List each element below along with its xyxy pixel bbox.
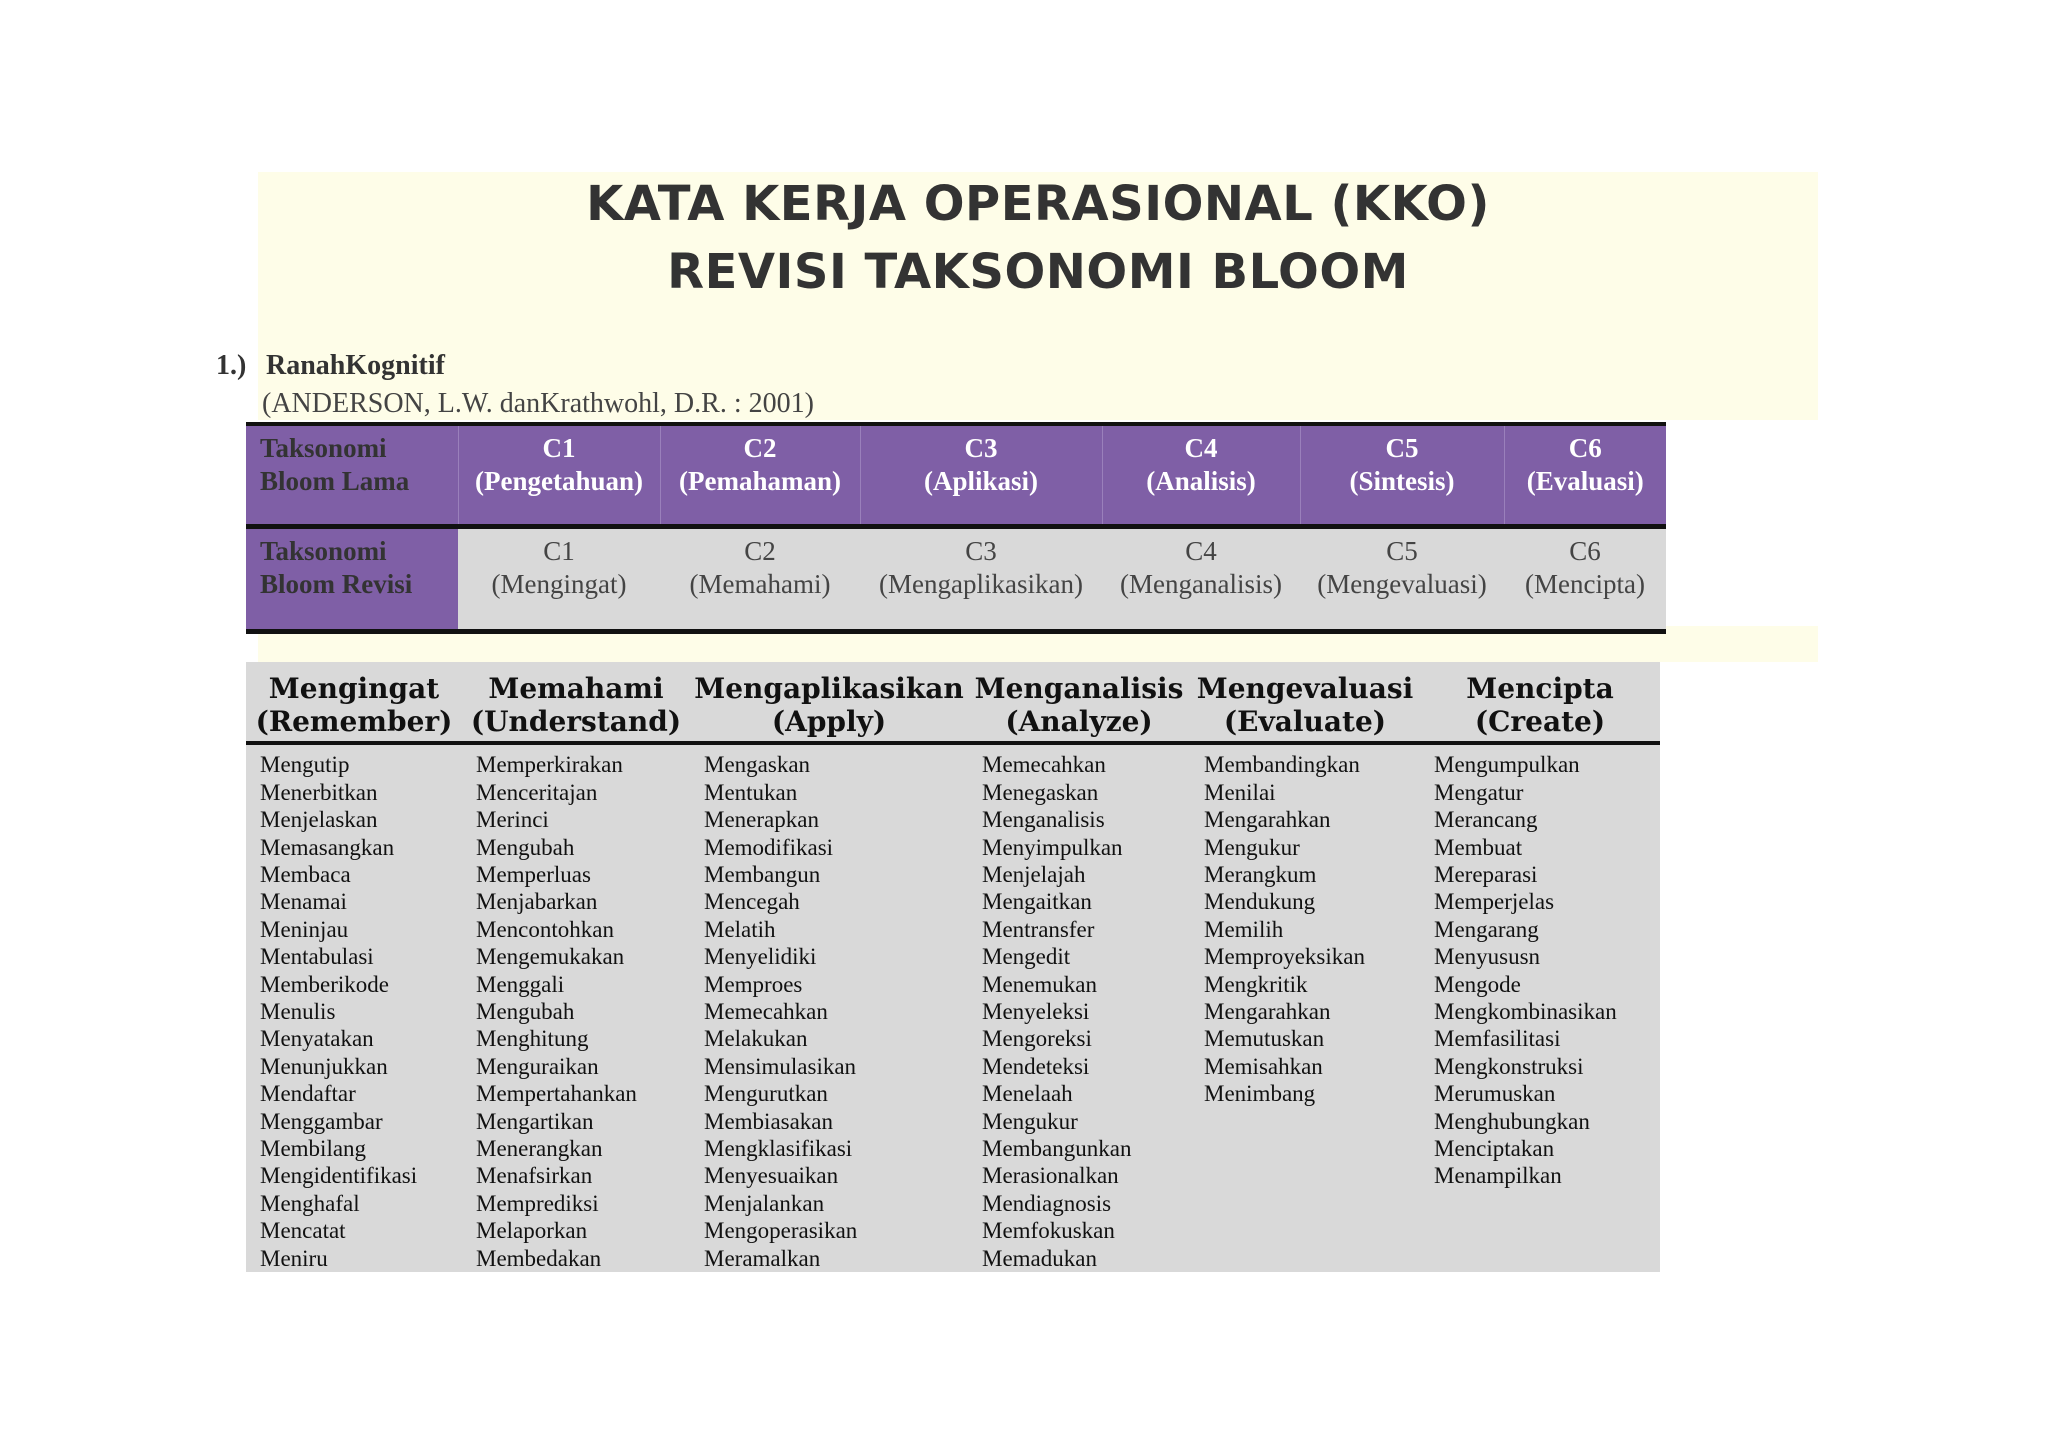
verb-item: Memasangkan (260, 834, 395, 860)
section-number: 1.) (216, 350, 247, 381)
verb-item: Mengatur (1434, 779, 1524, 805)
old-cell-c4: C4 (Analisis) (1102, 424, 1300, 527)
column-header-label: Mencipta (1466, 672, 1614, 705)
verb-item: Mengarahkan (1204, 807, 1331, 833)
verb-item: Menyelidiki (704, 944, 817, 970)
verb-item: Menunjukkan (260, 1053, 388, 1079)
verb-item: Melaporkan (476, 1218, 588, 1244)
old-cell-c3: C3 (Aplikasi) (860, 424, 1102, 527)
verb-table-body (246, 745, 1660, 1272)
verb-item: Mengurutkan (704, 1081, 828, 1107)
column-header-sublabel: (Evaluate) (1223, 705, 1387, 738)
verb-item: Menggali (476, 971, 565, 997)
verb-item: Membiasakan (704, 1108, 834, 1134)
old-cell-c2: C2 (Pemahaman) (660, 424, 860, 527)
verb-item: Mengarahkan (1204, 998, 1331, 1024)
taxonomy-row-revised (246, 527, 1666, 632)
verb-item: Memfokuskan (982, 1218, 1115, 1244)
verb-item: Membangunkan (982, 1135, 1132, 1161)
verb-item: Mengukur (1204, 834, 1300, 860)
verb-item: Memecahkan (982, 752, 1106, 778)
verb-item: Menguraikan (476, 1053, 599, 1079)
row-header-old: Taksonomi Bloom Lama (246, 424, 458, 527)
verb-column (1190, 751, 1420, 1272)
old-cell-c5: C5 (Sintesis) (1300, 424, 1504, 527)
verb-item: Mengode (1434, 971, 1521, 997)
verb-item: Menyimpulkan (982, 834, 1123, 860)
section-citation: (ANDERSON, L.W. danKrathwohl, D.R. : 2001) (262, 388, 814, 419)
verb-item: Mengkonstruksi (1434, 1053, 1584, 1079)
verb-item: Menghubungkan (1434, 1108, 1590, 1134)
verb-item: Merumuskan (1434, 1081, 1556, 1107)
column-header-sublabel: (Create) (1474, 705, 1606, 738)
verb-item: Menafsirkan (476, 1163, 593, 1189)
taxonomy-row-old (246, 424, 1666, 527)
verb-item: Mendiagnosis (982, 1190, 1112, 1216)
verb-item: Mengutip (260, 752, 350, 778)
verb-table-header (246, 662, 1660, 745)
column-header-sublabel: (Analyze) (1005, 705, 1153, 738)
verb-item: Menerbitkan (260, 779, 378, 805)
verb-item: Merinci (476, 807, 549, 833)
verb-column (462, 751, 690, 1272)
verb-item: Menceritajan (476, 779, 598, 805)
revised-cell-c1: C1 (Mengingat) (458, 527, 660, 632)
verb-item: Menemukan (982, 971, 1097, 997)
verb-column (246, 751, 462, 1272)
column-header-sublabel: (Understand) (470, 705, 682, 738)
verb-item: Menciptakan (1434, 1135, 1555, 1161)
verb-item: Melatih (704, 916, 776, 942)
verb-item: Mendeteksi (982, 1053, 1090, 1079)
verb-item: Mengemukakan (476, 944, 625, 970)
verb-column (1420, 751, 1660, 1272)
verb-item: Mencegah (704, 889, 800, 915)
revised-cell-c6: C6 (Mencipta) (1504, 527, 1666, 632)
verb-item: Mengedit (982, 944, 1071, 970)
verb-item: Mengartikan (476, 1108, 594, 1134)
verb-item: Meramalkan (704, 1245, 821, 1271)
verb-item: Memperkirakan (476, 752, 623, 778)
verb-item: Menganalisis (982, 807, 1105, 833)
verb-item: Merasionalkan (982, 1163, 1119, 1189)
row-header-revised: Taksonomi Bloom Revisi (246, 527, 458, 632)
verb-item: Mengoreksi (982, 1026, 1092, 1052)
verb-item: Menjelaskan (260, 807, 378, 833)
revised-cell-c5: C5 (Mengevaluasi) (1300, 527, 1504, 632)
verb-item: Menjelajah (982, 861, 1086, 887)
verb-item: Memadukan (982, 1245, 1097, 1271)
verb-item: Mencatat (260, 1218, 346, 1244)
verb-item: Membilang (260, 1135, 367, 1161)
verb-item: Mendukung (1204, 889, 1316, 915)
verb-item: Menamai (260, 889, 347, 915)
verb-column-header (462, 662, 690, 741)
verb-column (968, 751, 1190, 1272)
verb-item: Menghafal (260, 1190, 360, 1216)
old-cell-c6: C6 (Evaluasi) (1504, 424, 1666, 527)
verb-item: Mereparasi (1434, 861, 1538, 887)
column-header-label: Menganalisis (974, 672, 1184, 705)
column-header-sublabel: (Apply) (771, 705, 887, 738)
verb-item: Merangkum (1204, 861, 1317, 887)
verb-item: Menyeleksi (982, 998, 1090, 1024)
verb-item: Mengumpulkan (1434, 752, 1580, 778)
verb-item: Mentransfer (982, 916, 1095, 942)
revised-cell-c4: C4 (Menganalisis) (1102, 527, 1300, 632)
verb-item: Menulis (260, 998, 336, 1024)
verb-item: Menilai (1204, 779, 1276, 805)
verb-item: Menimbang (1204, 1081, 1316, 1107)
verb-column-header (246, 662, 462, 741)
verb-column-header (968, 662, 1190, 741)
verb-item: Memisahkan (1204, 1053, 1323, 1079)
verb-item: Mengidentifikasi (260, 1163, 418, 1189)
column-header-sublabel: (Remember) (255, 705, 453, 738)
section-title: RanahKognitif (266, 350, 445, 381)
verb-item: Menyususn (1434, 944, 1541, 970)
verb-item: Merancang (1434, 807, 1538, 833)
verb-item: Memutuskan (1204, 1026, 1325, 1052)
old-cell-c1: C1 (Pengetahuan) (458, 424, 660, 527)
verb-column-header (1190, 662, 1420, 741)
verb-item: Memodifikasi (704, 834, 834, 860)
verb-item: Memproes (704, 971, 803, 997)
page-subtitle: REVISI TAKSONOMI BLOOM (667, 244, 1409, 300)
verb-column-header (690, 662, 968, 741)
revised-cell-c2: C2 (Memahami) (660, 527, 860, 632)
verb-item: Membaca (260, 861, 351, 887)
operational-verbs-table (246, 662, 1660, 1272)
section-heading (216, 350, 445, 382)
verb-item: Mensimulasikan (704, 1053, 857, 1079)
verb-item: Memperluas (476, 861, 591, 887)
verb-item: Menelaah (982, 1081, 1073, 1107)
verb-item: Mencontohkan (476, 916, 614, 942)
verb-item: Mengkritik (1204, 971, 1308, 997)
verb-item: Mengoperasikan (704, 1218, 858, 1244)
verb-item: Memperjelas (1434, 889, 1555, 915)
verb-item: Menyesuaikan (704, 1163, 839, 1189)
taxonomy-comparison-table (246, 422, 1666, 634)
page-title: KATA KERJA OPERASIONAL (KKO) (586, 176, 1490, 232)
column-header-label: Mengaplikasikan (694, 672, 964, 705)
verb-item: Memilih (1204, 916, 1284, 942)
verb-item: Membandingkan (1204, 752, 1360, 778)
verb-item: Membedakan (476, 1245, 602, 1271)
verb-item: Menerapkan (704, 807, 819, 833)
verb-item: Mendaftar (260, 1081, 356, 1107)
verb-item: Mengukur (982, 1108, 1078, 1134)
column-header-label: Mengingat (268, 672, 440, 705)
verb-item: Mengarang (1434, 916, 1539, 942)
verb-item: Mengklasifikasi (704, 1135, 853, 1161)
verb-item: Meninjau (260, 916, 349, 942)
verb-item: Menegaskan (982, 779, 1099, 805)
verb-item: Mengkombinasikan (1434, 998, 1617, 1024)
verb-item: Memfasilitasi (1434, 1026, 1561, 1052)
verb-column-header (1420, 662, 1660, 741)
verb-item: Memecahkan (704, 998, 828, 1024)
verb-item: Menampilkan (1434, 1163, 1562, 1189)
verb-item: Melakukan (704, 1026, 808, 1052)
verb-item: Mempertahankan (476, 1081, 637, 1107)
column-header-label: Mengevaluasi (1196, 672, 1414, 705)
verb-item: Mengaskan (704, 752, 811, 778)
verb-item: Membuat (1434, 834, 1523, 860)
verb-item: Mentabulasi (260, 944, 374, 970)
verb-item: Memberikode (260, 971, 390, 997)
verb-item: Mengubah (476, 834, 575, 860)
verb-item: Memprediksi (476, 1190, 599, 1216)
verb-item: Memproyeksikan (1204, 944, 1365, 970)
verb-item: Menjabarkan (476, 889, 598, 915)
verb-item: Menghitung (476, 1026, 589, 1052)
verb-item: Membangun (704, 861, 821, 887)
verb-column (690, 751, 968, 1272)
verb-item: Mengaitkan (982, 889, 1092, 915)
verb-item: Menerangkan (476, 1135, 603, 1161)
revised-cell-c3: C3 (Mengaplikasikan) (860, 527, 1102, 632)
verb-item: Mengubah (476, 998, 575, 1024)
verb-item: Mentukan (704, 779, 798, 805)
verb-item: Menggambar (260, 1108, 383, 1134)
verb-item: Menyatakan (260, 1026, 374, 1052)
column-header-label: Memahami (488, 672, 664, 705)
verb-item: Meniru (260, 1245, 328, 1271)
verb-item: Menjalankan (704, 1190, 825, 1216)
